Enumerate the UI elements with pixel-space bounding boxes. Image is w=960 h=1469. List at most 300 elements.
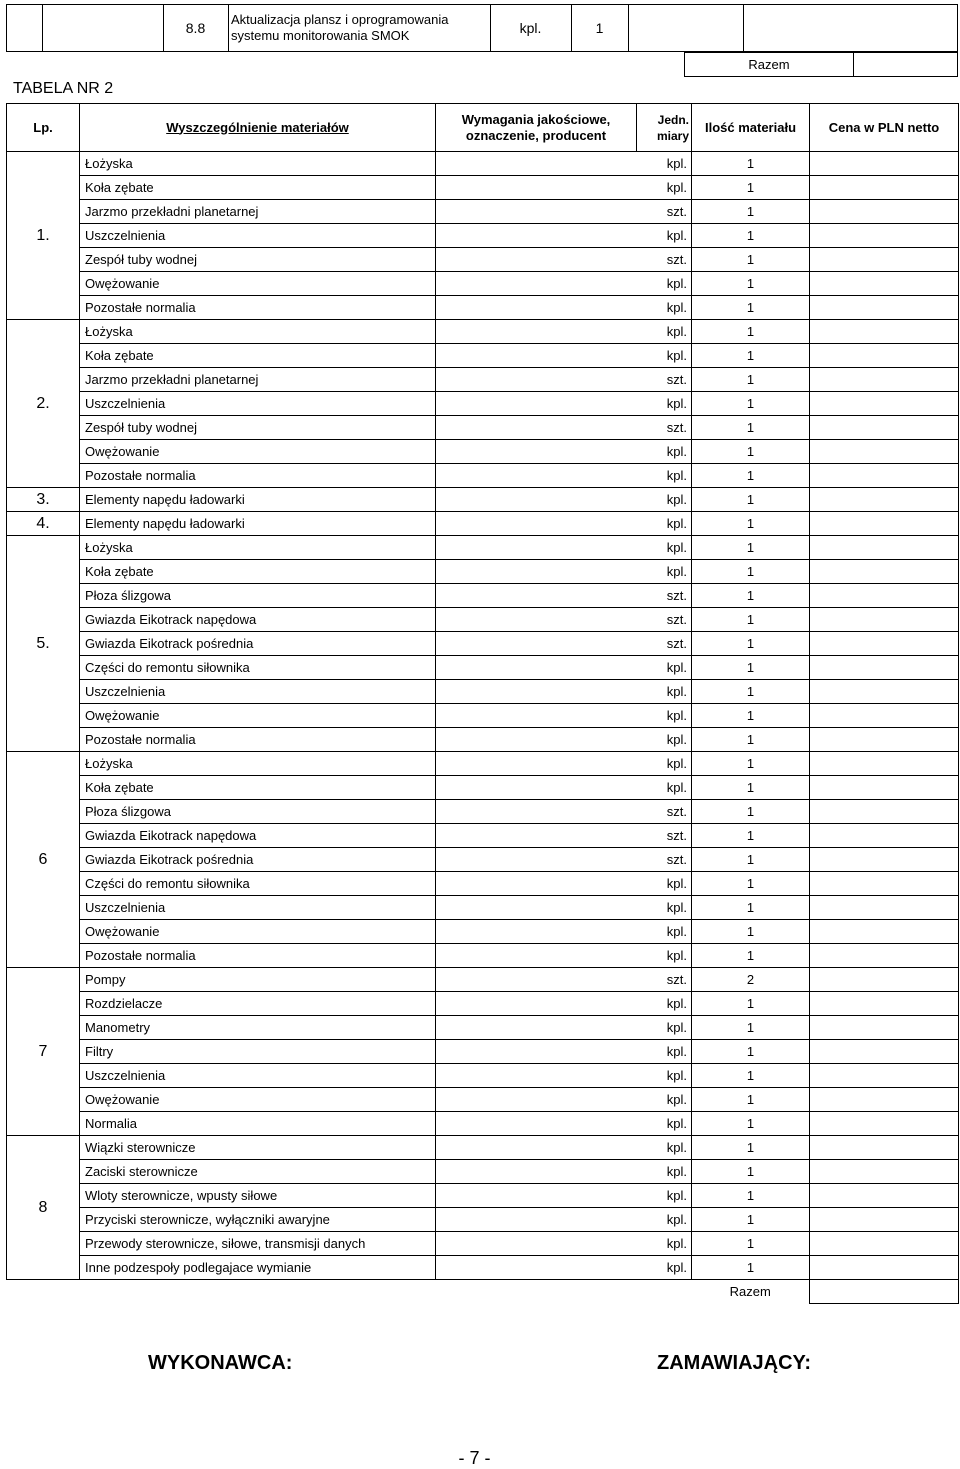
row-unit: kpl. (637, 872, 692, 896)
row-lp: 7 (7, 968, 80, 1136)
row-qty: 1 (692, 464, 810, 488)
row-qty: 1 (692, 776, 810, 800)
row-name: Owężowanie (80, 704, 436, 728)
table-row (7, 872, 959, 896)
row-qty: 1 (692, 704, 810, 728)
row-qty: 1 (692, 872, 810, 896)
header-requirements: Wymagania jakościowe, oznaczenie, producent (436, 104, 637, 152)
row-name: Pozostałe normalia (80, 296, 436, 320)
row-name: Zaciski sterownicze (80, 1160, 436, 1184)
table-row (7, 248, 959, 272)
row-price (810, 152, 959, 176)
row-requirements (436, 1016, 637, 1040)
row-name: Gwiazda Eikotrack pośrednia (80, 848, 436, 872)
row-name: Uszczelnienia (80, 896, 436, 920)
row-qty: 1 (692, 416, 810, 440)
row-qty: 1 (692, 728, 810, 752)
row-requirements (436, 344, 637, 368)
row-qty: 1 (692, 1208, 810, 1232)
row-unit: kpl. (637, 1160, 692, 1184)
row-requirements (436, 1256, 637, 1280)
table-row (7, 320, 959, 344)
row-price (810, 320, 959, 344)
row-name: Inne podzespoły podlegajace wymianie (80, 1256, 436, 1280)
row-unit: kpl. (637, 1112, 692, 1136)
row-requirements (436, 656, 637, 680)
row-price (810, 1208, 959, 1232)
row-unit: szt. (637, 968, 692, 992)
row-lp: 1. (7, 152, 80, 320)
row-requirements (436, 440, 637, 464)
row-unit: kpl. (637, 1064, 692, 1088)
row-qty: 1 (692, 200, 810, 224)
row-name: Przewody sterownicze, siłowe, transmisji danych (80, 1232, 436, 1256)
row-requirements (436, 1064, 637, 1088)
row-price (810, 656, 959, 680)
row-requirements (436, 296, 637, 320)
table-row (7, 512, 959, 536)
row-unit: kpl. (637, 1088, 692, 1112)
row-requirements (436, 272, 637, 296)
row-requirements (436, 536, 637, 560)
row-requirements (436, 1232, 637, 1256)
table-row (7, 368, 959, 392)
table-row (7, 968, 959, 992)
table-row (7, 176, 959, 200)
header-unit: Jedn. miary (637, 104, 692, 152)
row-unit: kpl. (637, 1256, 692, 1280)
row-qty: 1 (692, 656, 810, 680)
table-row (7, 800, 959, 824)
row-requirements (436, 1040, 637, 1064)
row-qty: 1 (692, 512, 810, 536)
row-qty: 1 (692, 440, 810, 464)
row-requirements (436, 368, 637, 392)
razem-row (7, 1280, 959, 1304)
row-name: Części do remontu siłownika (80, 656, 436, 680)
row-price (810, 848, 959, 872)
row-requirements (436, 1160, 637, 1184)
row-name: Części do remontu siłownika (80, 872, 436, 896)
row-requirements (436, 560, 637, 584)
table-row (7, 848, 959, 872)
row-price (810, 680, 959, 704)
row-qty: 1 (692, 536, 810, 560)
row-unit: szt. (637, 200, 692, 224)
row-qty: 1 (692, 632, 810, 656)
row-qty: 1 (692, 392, 810, 416)
row-name: Gwiazda Eikotrack napędowa (80, 824, 436, 848)
fragment-cell-empty-4 (743, 4, 958, 52)
row-unit: szt. (637, 248, 692, 272)
row-unit: kpl. (637, 920, 692, 944)
row-qty: 1 (692, 320, 810, 344)
row-unit: kpl. (637, 512, 692, 536)
table-row (7, 344, 959, 368)
row-unit: kpl. (637, 488, 692, 512)
row-price (810, 1112, 959, 1136)
header-price: Cena w PLN netto (810, 104, 959, 152)
table-row (7, 296, 959, 320)
razem-label: Razem (729, 1284, 771, 1300)
row-price (810, 248, 959, 272)
table-row (7, 584, 959, 608)
row-name: Uszczelnienia (80, 392, 436, 416)
row-name: Pompy (80, 968, 436, 992)
row-requirements (436, 224, 637, 248)
table-row (7, 1040, 959, 1064)
row-requirements (436, 800, 637, 824)
table-row (7, 416, 959, 440)
row-unit: kpl. (637, 656, 692, 680)
row-qty: 1 (692, 608, 810, 632)
table-row (7, 704, 959, 728)
table-row (7, 1160, 959, 1184)
row-unit: kpl. (637, 296, 692, 320)
row-unit: kpl. (637, 992, 692, 1016)
row-requirements (436, 416, 637, 440)
table-row (7, 1232, 959, 1256)
row-qty: 1 (692, 800, 810, 824)
row-requirements (436, 392, 637, 416)
row-name: Elementy napędu ładowarki (80, 488, 436, 512)
row-requirements (436, 632, 637, 656)
row-requirements (436, 152, 637, 176)
row-qty: 1 (692, 176, 810, 200)
row-qty: 1 (692, 1136, 810, 1160)
table-row (7, 1184, 959, 1208)
row-qty: 1 (692, 1016, 810, 1040)
row-name: Owężowanie (80, 1088, 436, 1112)
row-requirements (436, 752, 637, 776)
row-requirements (436, 488, 637, 512)
table-row (7, 1016, 959, 1040)
row-lp: 6 (7, 752, 80, 968)
row-qty: 1 (692, 224, 810, 248)
row-requirements (436, 200, 637, 224)
row-unit: kpl. (637, 704, 692, 728)
row-price (810, 968, 959, 992)
row-requirements (436, 776, 637, 800)
row-unit: kpl. (637, 224, 692, 248)
fragment-number: 8.8 (163, 4, 229, 52)
row-unit: szt. (637, 632, 692, 656)
row-requirements (436, 728, 637, 752)
row-name: Pozostałe normalia (80, 464, 436, 488)
row-name: Gwiazda Eikotrack napędowa (80, 608, 436, 632)
row-price (810, 560, 959, 584)
row-price (810, 752, 959, 776)
row-qty: 1 (692, 1160, 810, 1184)
table-row (7, 1256, 959, 1280)
header-qty: Ilość materiału (692, 104, 810, 152)
row-name: Jarzmo przekładni planetarnej (80, 200, 436, 224)
row-qty: 1 (692, 248, 810, 272)
fragment-unit: kpl. (490, 4, 572, 52)
row-price (810, 224, 959, 248)
table-row (7, 656, 959, 680)
row-price (810, 1256, 959, 1280)
row-price (810, 1064, 959, 1088)
row-unit: szt. (637, 848, 692, 872)
row-unit: szt. (637, 416, 692, 440)
contractor-signature-label: WYKONAWCA: (148, 1352, 293, 1374)
row-qty: 1 (692, 944, 810, 968)
row-qty: 1 (692, 1184, 810, 1208)
row-lp: 8 (7, 1136, 80, 1280)
row-price (810, 392, 959, 416)
row-name: Uszczelnienia (80, 680, 436, 704)
row-name: Owężowanie (80, 920, 436, 944)
row-price (810, 920, 959, 944)
fragment-razem-value (854, 52, 958, 77)
row-price (810, 176, 959, 200)
table-title: TABELA NR 2 (13, 80, 114, 97)
row-qty: 1 (692, 1232, 810, 1256)
row-qty: 1 (692, 1064, 810, 1088)
table-row (7, 776, 959, 800)
table-row (7, 1208, 959, 1232)
row-unit: kpl. (637, 896, 692, 920)
row-price (810, 800, 959, 824)
row-requirements (436, 1112, 637, 1136)
row-name: Uszczelnienia (80, 224, 436, 248)
row-requirements (436, 944, 637, 968)
row-name: Owężowanie (80, 440, 436, 464)
row-name: Koła zębate (80, 176, 436, 200)
row-unit: kpl. (637, 536, 692, 560)
row-price (810, 416, 959, 440)
row-name: Łożyska (80, 752, 436, 776)
row-lp: 3. (7, 488, 80, 512)
row-name: Wloty sterownicze, wpusty siłowe (80, 1184, 436, 1208)
table-row (7, 1088, 959, 1112)
row-qty: 1 (692, 152, 810, 176)
header-name-text: Wyszczególnienie materiałów (166, 119, 349, 135)
row-price (810, 632, 959, 656)
row-qty: 2 (692, 968, 810, 992)
table-row (7, 1064, 959, 1088)
row-qty: 1 (692, 752, 810, 776)
row-requirements (436, 512, 637, 536)
row-name: Pozostałe normalia (80, 944, 436, 968)
row-price (810, 464, 959, 488)
row-unit: kpl. (637, 1232, 692, 1256)
row-unit: kpl. (637, 680, 692, 704)
row-lp: 4. (7, 512, 80, 536)
table-row (7, 752, 959, 776)
row-price (810, 1136, 959, 1160)
row-requirements (436, 464, 637, 488)
row-name: Owężowanie (80, 272, 436, 296)
row-lp: 2. (7, 320, 80, 488)
row-name: Pozostałe normalia (80, 728, 436, 752)
row-price (810, 1232, 959, 1256)
materials-table (6, 103, 959, 1304)
row-price (810, 1160, 959, 1184)
row-requirements (436, 896, 637, 920)
row-name: Uszczelnienia (80, 1064, 436, 1088)
row-unit: kpl. (637, 776, 692, 800)
row-name: Łożyska (80, 320, 436, 344)
row-price (810, 824, 959, 848)
row-price (810, 344, 959, 368)
row-price (810, 272, 959, 296)
row-qty: 1 (692, 1088, 810, 1112)
table-row (7, 488, 959, 512)
table-body (7, 152, 959, 1304)
row-requirements (436, 704, 637, 728)
fragment-cell-empty-2 (42, 4, 164, 52)
row-unit: kpl. (637, 752, 692, 776)
row-name: Płoza ślizgowa (80, 800, 436, 824)
table-row (7, 272, 959, 296)
row-name: Manometry (80, 1016, 436, 1040)
row-unit: kpl. (637, 1208, 692, 1232)
row-price (810, 296, 959, 320)
table-row (7, 440, 959, 464)
row-name: Koła zębate (80, 560, 436, 584)
table-row (7, 920, 959, 944)
row-price (810, 440, 959, 464)
row-price (810, 776, 959, 800)
row-qty: 1 (692, 992, 810, 1016)
row-unit: kpl. (637, 464, 692, 488)
row-price (810, 896, 959, 920)
row-requirements (436, 320, 637, 344)
fragment-description: Aktualizacja plansz i oprogramowania systemu monitorowania SMOK (228, 4, 491, 52)
fragment-cell-empty-3 (628, 4, 744, 52)
row-qty: 1 (692, 368, 810, 392)
header-lp: Lp. (7, 104, 80, 152)
row-price (810, 512, 959, 536)
row-qty: 1 (692, 896, 810, 920)
row-unit: kpl. (637, 320, 692, 344)
row-unit: kpl. (637, 392, 692, 416)
row-requirements (436, 968, 637, 992)
row-price (810, 608, 959, 632)
row-name: Przyciski sterownicze, wyłączniki awaryjne (80, 1208, 436, 1232)
client-signature-label: ZAMAWIAJĄCY: (657, 1352, 812, 1374)
row-qty: 1 (692, 560, 810, 584)
row-name: Zespół tuby wodnej (80, 416, 436, 440)
row-qty: 1 (692, 1256, 810, 1280)
table-row (7, 392, 959, 416)
row-name: Elementy napędu ładowarki (80, 512, 436, 536)
row-unit: kpl. (637, 1136, 692, 1160)
table-row (7, 464, 959, 488)
row-qty: 1 (692, 272, 810, 296)
table-row (7, 680, 959, 704)
row-name: Zespół tuby wodnej (80, 248, 436, 272)
row-qty: 1 (692, 1040, 810, 1064)
table-row (7, 608, 959, 632)
row-price (810, 728, 959, 752)
row-qty: 1 (692, 848, 810, 872)
row-requirements (436, 680, 637, 704)
table-row (7, 728, 959, 752)
page-number: - 7 - (458, 1448, 491, 1468)
row-name: Łożyska (80, 536, 436, 560)
row-requirements (436, 608, 637, 632)
row-requirements (436, 248, 637, 272)
table-row (7, 1136, 959, 1160)
row-requirements (436, 872, 637, 896)
row-name: Gwiazda Eikotrack pośrednia (80, 632, 436, 656)
row-qty: 1 (692, 488, 810, 512)
row-unit: szt. (637, 824, 692, 848)
table-row (7, 224, 959, 248)
row-name: Płoza ślizgowa (80, 584, 436, 608)
row-unit: kpl. (637, 560, 692, 584)
row-price (810, 536, 959, 560)
table-row (7, 560, 959, 584)
row-name: Koła zębate (80, 344, 436, 368)
row-name: Wiązki sterownicze (80, 1136, 436, 1160)
row-price (810, 1040, 959, 1064)
header-name (80, 104, 436, 152)
row-price (810, 1016, 959, 1040)
table-row (7, 992, 959, 1016)
row-qty: 1 (692, 680, 810, 704)
row-price (810, 944, 959, 968)
row-unit: szt. (637, 608, 692, 632)
razem-spacer (7, 1280, 692, 1304)
table-row (7, 896, 959, 920)
row-qty: 1 (692, 344, 810, 368)
row-unit: kpl. (637, 1040, 692, 1064)
row-qty: 1 (692, 1112, 810, 1136)
row-price (810, 368, 959, 392)
row-price (810, 200, 959, 224)
previous-table-fragment (6, 4, 958, 52)
row-name: Koła zębate (80, 776, 436, 800)
row-unit: kpl. (637, 272, 692, 296)
row-lp: 5. (7, 536, 80, 752)
row-requirements (436, 584, 637, 608)
row-name: Jarzmo przekładni planetarnej (80, 368, 436, 392)
row-unit: kpl. (637, 344, 692, 368)
row-name: Rozdzielacze (80, 992, 436, 1016)
row-unit: kpl. (637, 176, 692, 200)
row-unit: kpl. (637, 1184, 692, 1208)
row-price (810, 488, 959, 512)
table-row (7, 944, 959, 968)
row-price (810, 704, 959, 728)
row-unit: kpl. (637, 440, 692, 464)
row-unit: kpl. (637, 728, 692, 752)
row-requirements (436, 992, 637, 1016)
fragment-razem-label: Razem (684, 52, 854, 77)
row-qty: 1 (692, 584, 810, 608)
table-row (7, 536, 959, 560)
row-price (810, 992, 959, 1016)
table-row (7, 1112, 959, 1136)
row-requirements (436, 1136, 637, 1160)
table-header-row (7, 104, 959, 152)
row-name: Filtry (80, 1040, 436, 1064)
row-price (810, 1184, 959, 1208)
row-requirements (436, 176, 637, 200)
razem-value (810, 1280, 959, 1304)
table-row (7, 200, 959, 224)
row-unit: kpl. (637, 1016, 692, 1040)
row-unit: szt. (637, 800, 692, 824)
row-qty: 1 (692, 824, 810, 848)
row-unit: szt. (637, 368, 692, 392)
row-price (810, 584, 959, 608)
row-requirements (436, 1184, 637, 1208)
